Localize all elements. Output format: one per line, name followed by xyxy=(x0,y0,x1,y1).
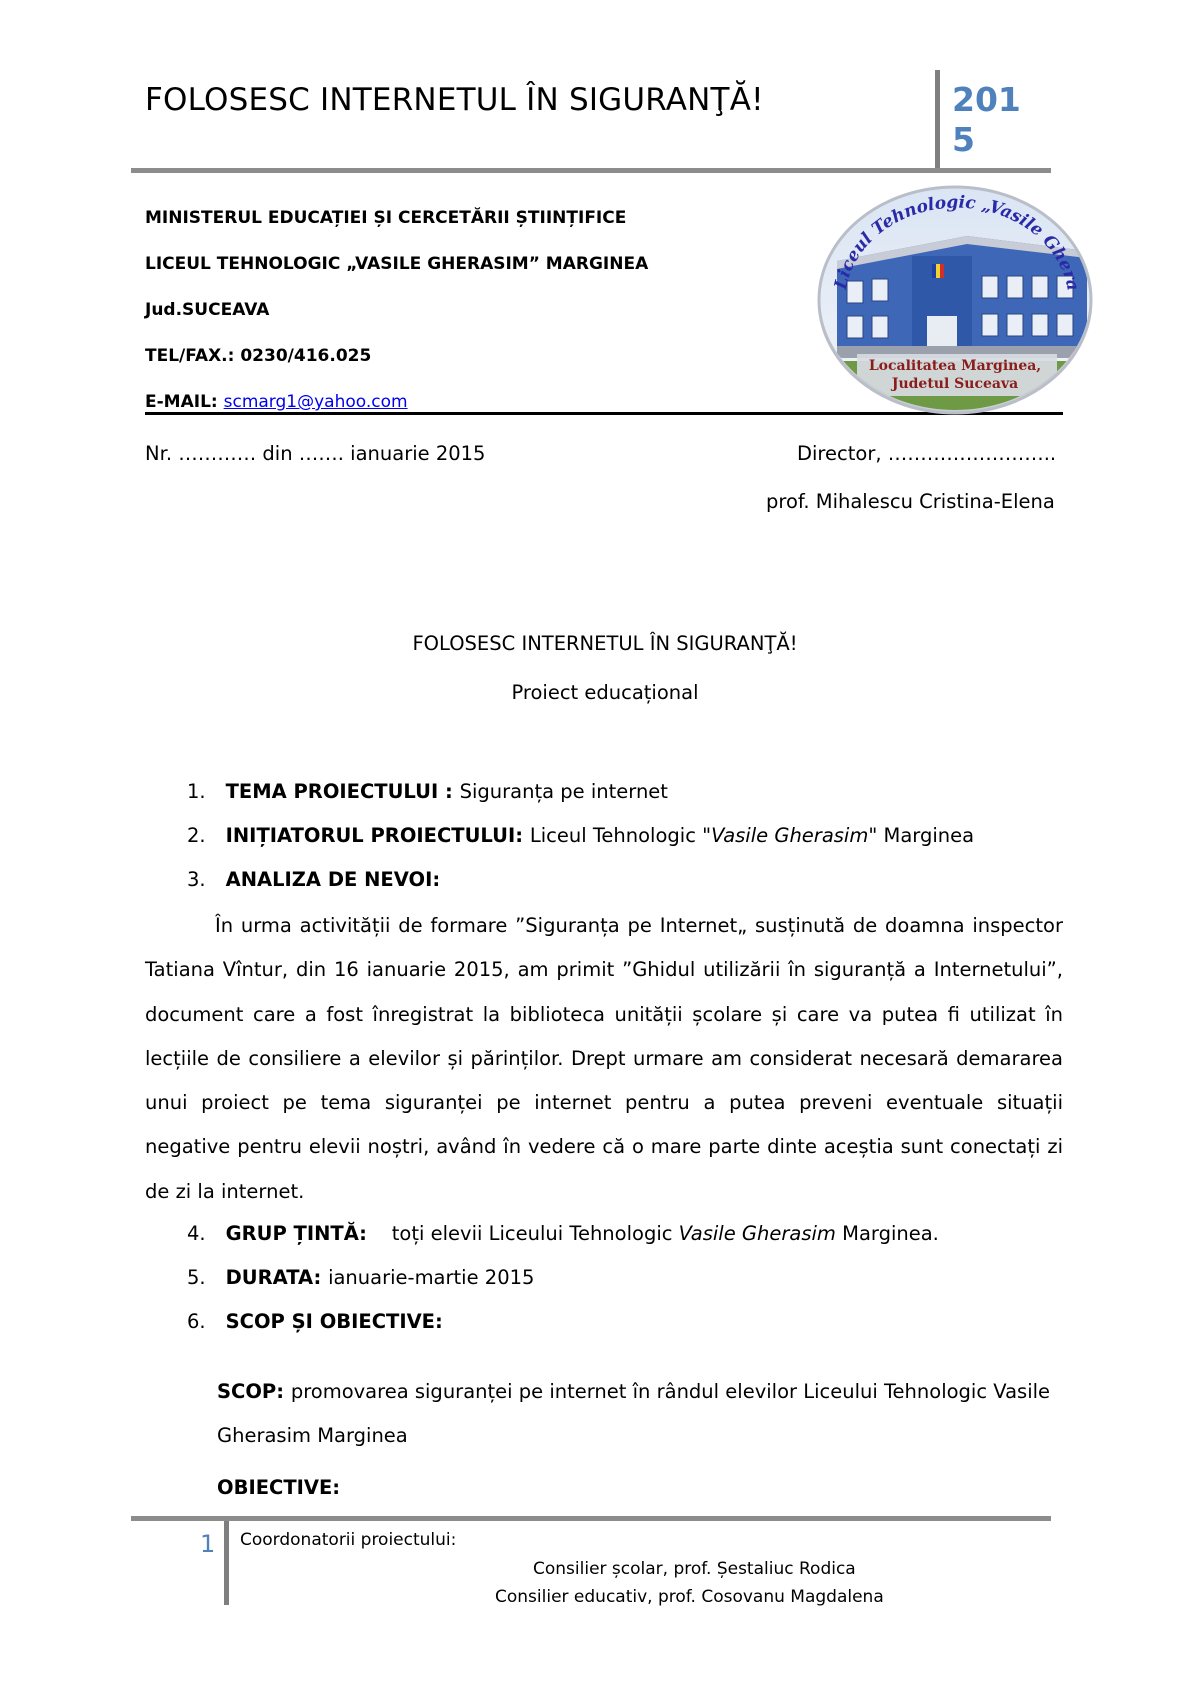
section-1-value: Siguranța pe internet xyxy=(459,780,668,803)
section-4-pre: toți elevii Liceului Tehnologic xyxy=(366,1222,679,1245)
section-2 xyxy=(187,824,974,847)
header-title: FOLOSESC INTERNETUL ÎN SIGURANŢĂ! xyxy=(145,82,764,118)
ministry-name: MINISTERUL EDUCAȚIEI ȘI CERCETĂRII ȘTIINȚIFICE xyxy=(145,208,627,228)
section-4-label: GRUP ȚINTĂ: xyxy=(225,1222,367,1245)
section-4 xyxy=(187,1222,939,1245)
section-5-label: DURATA: xyxy=(225,1266,329,1289)
section-4-number: 4. xyxy=(187,1222,206,1245)
section-1 xyxy=(187,780,668,803)
section-6 xyxy=(187,1310,443,1333)
section-4-post: Marginea. xyxy=(835,1222,939,1245)
email-link[interactable]: scmarg1@yahoo.com xyxy=(223,392,408,412)
page-number: 1 xyxy=(200,1530,216,1558)
section-3-number: 3. xyxy=(187,868,206,891)
section-6-label: SCOP ȘI OBIECTIVE: xyxy=(225,1310,443,1333)
header-divider xyxy=(935,70,940,170)
section-1-number: 1. xyxy=(187,780,206,803)
objectives-label: OBIECTIVE: xyxy=(217,1476,341,1499)
section-2-number: 2. xyxy=(187,824,206,847)
school-logo xyxy=(817,176,1093,416)
email-line xyxy=(145,392,408,412)
section-2-label: INIȚIATORUL PROIECTULUI: xyxy=(225,824,530,847)
section-3 xyxy=(187,868,440,891)
phone-fax: TEL/FAX.: 0230/416.025 xyxy=(145,346,372,366)
logo-line1: Localitatea Marginea, xyxy=(868,358,1042,374)
school-name: LICEUL TEHNOLOGIC „VASILE GHERASIM” MARGINEA xyxy=(145,254,649,274)
email-label: E-MAIL: xyxy=(145,392,224,412)
county: Jud.SUCEAVA xyxy=(145,300,270,320)
section-2-italic: Vasile Gherasim xyxy=(711,824,869,847)
logo-arc-text: Liceul Tehnologic „Vasile Ghera xyxy=(830,192,1083,293)
section-5-value: ianuarie-martie 2015 xyxy=(328,1266,535,1289)
scope-label: SCOP: xyxy=(217,1380,291,1403)
section-3-label: ANALIZA DE NEVOI: xyxy=(225,868,441,891)
footer-rule xyxy=(131,1516,1051,1521)
header-year: 2015 xyxy=(952,80,1021,159)
section-1-label: TEMA PROIECTULUI : xyxy=(225,780,460,803)
registry-number: Nr. ………… din ……. ianuarie 2015 xyxy=(145,442,486,465)
coordinator-1: Consilier școlar, prof. Șestaliuc Rodica xyxy=(533,1559,856,1579)
document-title: FOLOSESC INTERNETUL ÎN SIGURANŢĂ! xyxy=(412,632,798,655)
school-logo-graphic xyxy=(817,176,1093,416)
section-5 xyxy=(187,1266,534,1289)
document-subtitle: Proiect educațional xyxy=(511,681,699,704)
director-name: prof. Mihalescu Cristina-Elena xyxy=(766,490,1055,513)
section-5-number: 5. xyxy=(187,1266,206,1289)
coordinator-2: Consilier educativ, prof. Cosovanu Magdalena xyxy=(495,1587,884,1607)
footer-divider xyxy=(224,1521,229,1605)
director-line: Director, …………………….. xyxy=(797,442,1057,465)
section-4-italic: Vasile Gherasim xyxy=(678,1222,836,1245)
section-2-post: " Marginea xyxy=(868,824,975,847)
logo-line2: Judetul Suceava xyxy=(891,376,1019,392)
section-2-pre: Liceul Tehnologic " xyxy=(529,824,712,847)
scope-paragraph xyxy=(217,1370,1065,1459)
coordinators-label: Coordonatorii proiectului: xyxy=(240,1530,457,1550)
needs-analysis-paragraph: În urma activității de formare ”Siguranța pe Internet„ susținută de doamna inspector Tatiana Vîntur, din 16 ianuarie 2015, am primit ”Ghidul utilizării în siguranță a Internetului”, document care a fost înregistrat la biblioteca unității școlare și care va putea fi utilizat în lecțiile de consiliere a elevilor și părinților. Drept urmare am considerat necesară demararea unui proiect pe tema siguranței pe internet pentru a putea preveni eventuale situații negative pentru elevii noștri, având în vedere că o mare parte dinte aceștia sunt conectați zi de zi la internet. xyxy=(145,914,1063,1203)
section-6-number: 6. xyxy=(187,1310,206,1333)
scope-text: promovarea siguranței pe internet în rândul elevilor Liceului Tehnologic Vasile Gherasim Marginea xyxy=(217,1380,1051,1448)
header-rule xyxy=(131,168,1051,173)
